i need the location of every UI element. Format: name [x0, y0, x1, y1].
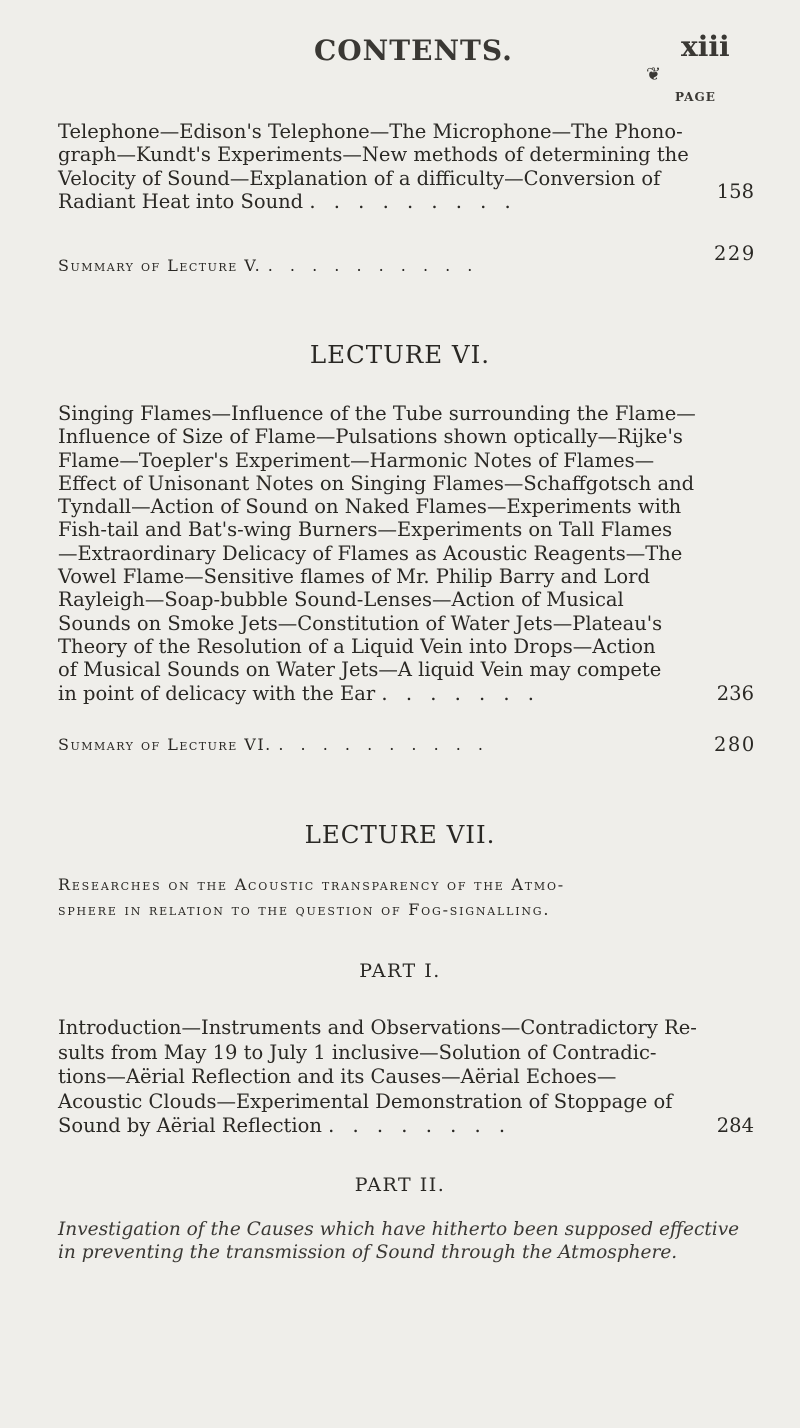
entry-last-line	[58, 681, 754, 705]
toc-entry-telephone	[58, 120, 754, 214]
entry-last-line	[58, 1114, 754, 1139]
entry-line: Radiant Heat into Sound	[58, 190, 304, 214]
entry-line: Flame—Toepler's Experiment—Harmonic Notes of Flames—	[58, 448, 655, 472]
entry-line: in point of delicacy with the Ear	[58, 681, 376, 705]
page-column-label: PAGE	[675, 90, 716, 104]
entry-line: Tyndall—Action of Sound on Naked Flames—Experiments with	[58, 495, 682, 519]
leader-dots: . . . . . . . . .	[309, 190, 517, 214]
page-ref: 229	[714, 242, 756, 265]
leader-dots: . . . . . . . .	[328, 1114, 512, 1137]
entry-line: Influence of Size of Flame—Pulsations shown optically—Rijke's	[58, 425, 683, 449]
part-1-heading: PART I.	[359, 960, 441, 982]
page-ref: 280	[714, 733, 756, 756]
page-ref: 236	[716, 681, 754, 705]
lecture-7-heading: LECTURE VII.	[304, 820, 496, 849]
toc-entry-lecture-6	[58, 402, 754, 705]
leader-dots: . . . . . . . . . .	[278, 735, 490, 754]
subtitle-line: Researches on the Acoustic transparency of the Atmo-	[58, 875, 566, 894]
entry-line: Velocity of Sound—Explanation of a difficulty—Conversion of	[58, 166, 661, 190]
entry-line: Effect of Unisonant Notes on Singing Flames—Schaffgotsch and	[58, 471, 695, 495]
entry-line: tions—Aërial Reflection and its Causes—Aërial Echoes—	[58, 1065, 617, 1088]
description-line: Investigation of the Causes which have hitherto been supposed effective	[58, 1219, 740, 1240]
entry-last-line	[58, 180, 754, 214]
running-head	[0, 8, 800, 68]
entry-line: Fish-tail and Bat's-wing Burners—Experiments on Tall Flames	[58, 518, 673, 542]
lecture-6-heading: LECTURE VI.	[309, 340, 491, 369]
entry-line: —Extraordinary Delicacy of Flames as Acoustic Reagents—The	[58, 541, 683, 565]
page-ref: 284	[716, 1114, 754, 1137]
entry-line: sults from May 19 to July 1 inclusive—Solution of Contradic-	[58, 1040, 657, 1064]
contents-title: CONTENTS.	[314, 34, 513, 67]
entry-line: graph—Kundt's Experiments—New methods of determining the	[58, 143, 689, 167]
entry-line: Singing Flames—Influence of the Tube surrounding the Flame—	[58, 402, 696, 425]
researches-subtitle	[58, 872, 748, 922]
entry-line: Theory of the Resolution of a Liquid Vein into Drops—Action	[58, 634, 656, 658]
description-line: in preventing the transmission of Sound through the Atmosphere.	[58, 1242, 678, 1263]
ornament-icon: ❦	[646, 64, 662, 85]
entry-line: of Musical Sounds on Water Jets—A liquid Vein may compete	[58, 658, 662, 682]
part-2-heading: PART II.	[354, 1174, 446, 1196]
toc-entry-part-1	[58, 1016, 754, 1139]
entry-line: Introduction—Instruments and Observations—Contradictory Re-	[58, 1016, 697, 1039]
summary-label: Summary of Lecture VI.	[58, 735, 272, 754]
subtitle-line: sphere in relation to the question of Fog-signalling.	[58, 900, 551, 919]
summary-label: Summary of Lecture V.	[58, 256, 262, 275]
summary-lecture-5	[58, 242, 756, 277]
entry-line: Rayleigh—Soap-bubble Sound-Lenses—Action of Musical	[58, 588, 624, 612]
entry-line: Vowel Flame—Sensitive flames of Mr. Philip Barry and Lord	[58, 565, 650, 589]
page-number: xiii	[681, 30, 730, 63]
page-ref: 158	[716, 180, 754, 204]
entry-line: Acoustic Clouds—Experimental Demonstration of Stoppage of	[58, 1089, 673, 1113]
summary-lecture-6	[58, 733, 756, 756]
part-2-description	[58, 1218, 748, 1264]
leader-dots: . . . . . . .	[381, 681, 541, 705]
leader-dots: . . . . . . . . . .	[267, 256, 479, 275]
entry-line: Sounds on Smoke Jets—Constitution of Water Jets—Plateau's	[58, 611, 663, 635]
entry-line: Sound by Aërial Reflection	[58, 1114, 322, 1137]
entry-line: Telephone—Edison's Telephone—The Microphone—The Phono-	[58, 120, 683, 143]
